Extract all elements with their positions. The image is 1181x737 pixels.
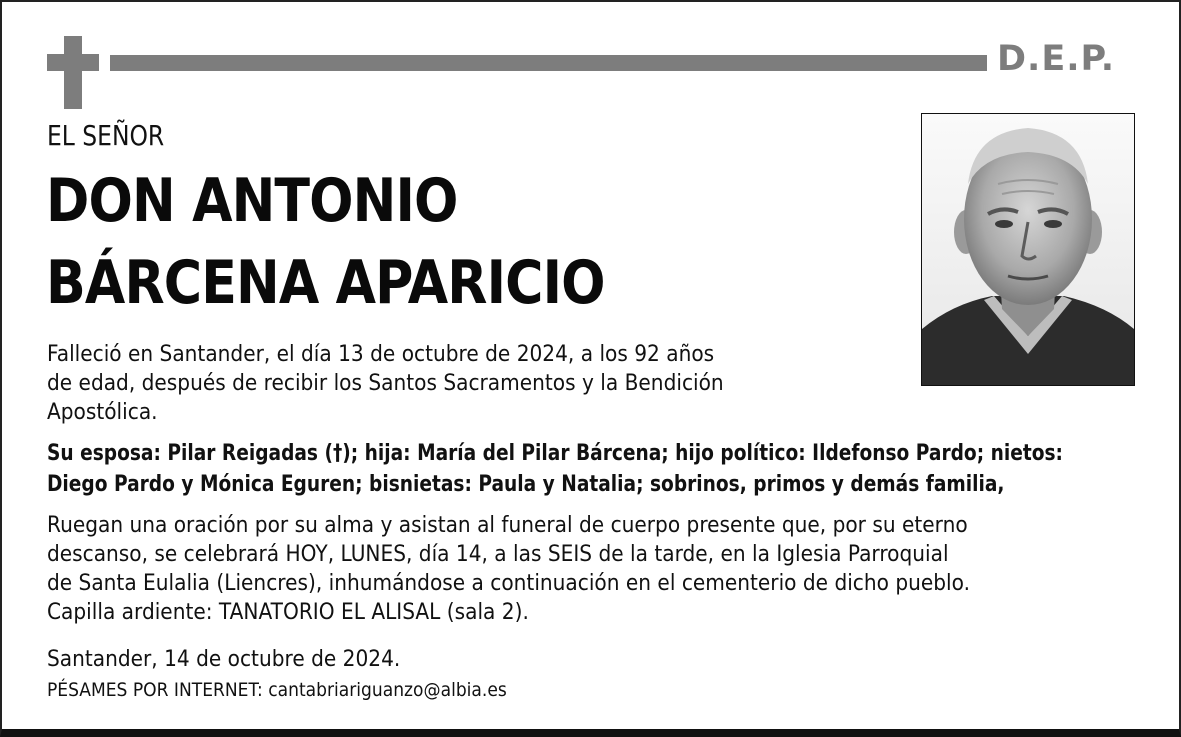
family-line: Su esposa: Pilar Reigadas (†); hija: María del Pilar Bárcena; hijo político: Ildefonso Pardo; nietos: [47,441,1063,466]
place-date: Santander, 14 de octubre de 2024. [47,647,401,672]
deceased-name-line-2: BÁRCENA APARICIO [46,248,605,318]
cross-icon [64,36,82,109]
death-notice-paragraph [47,340,724,427]
portrait-photo [921,113,1135,386]
death-notice-line: Apostólica. [47,400,158,425]
condolences-line: PÉSAMES POR INTERNET: cantabriariguanzo@albia.es [47,679,507,701]
funeral-paragraph [47,511,970,627]
death-notice-line: de edad, después de recibir los Santos Sacramentos y la Bendición [47,371,724,396]
dep-label: D.E.P. [997,39,1116,79]
funeral-line: Capilla ardiente: TANATORIO EL ALISAL (sala 2). [47,600,529,625]
honorific: EL SEÑOR [47,119,165,152]
funeral-line: descanso, se celebrará HOY, LUNES, día 14, a las SEIS de la tarde, en la Iglesia Parroquial [47,542,949,567]
funeral-line: Ruegan una oración por su alma y asistan al funeral de cuerpo presente que, por su eterno [47,513,968,538]
death-notice-line: Falleció en Santander, el día 13 de octubre de 2024, a los 92 años [47,342,715,367]
deceased-name-line-1: DON ANTONIO [46,166,458,236]
family-line: Diego Pardo y Mónica Eguren; bisnietas: Paula y Natalia; sobrinos, primos y demás familia, [47,472,1005,497]
cross-icon-arm [47,54,99,71]
family-paragraph [47,438,1063,500]
funeral-line: de Santa Eulalia (Liencres), inhumándose a continuación en el cementerio de dicho pueblo. [47,571,971,596]
header-rule [110,55,987,71]
